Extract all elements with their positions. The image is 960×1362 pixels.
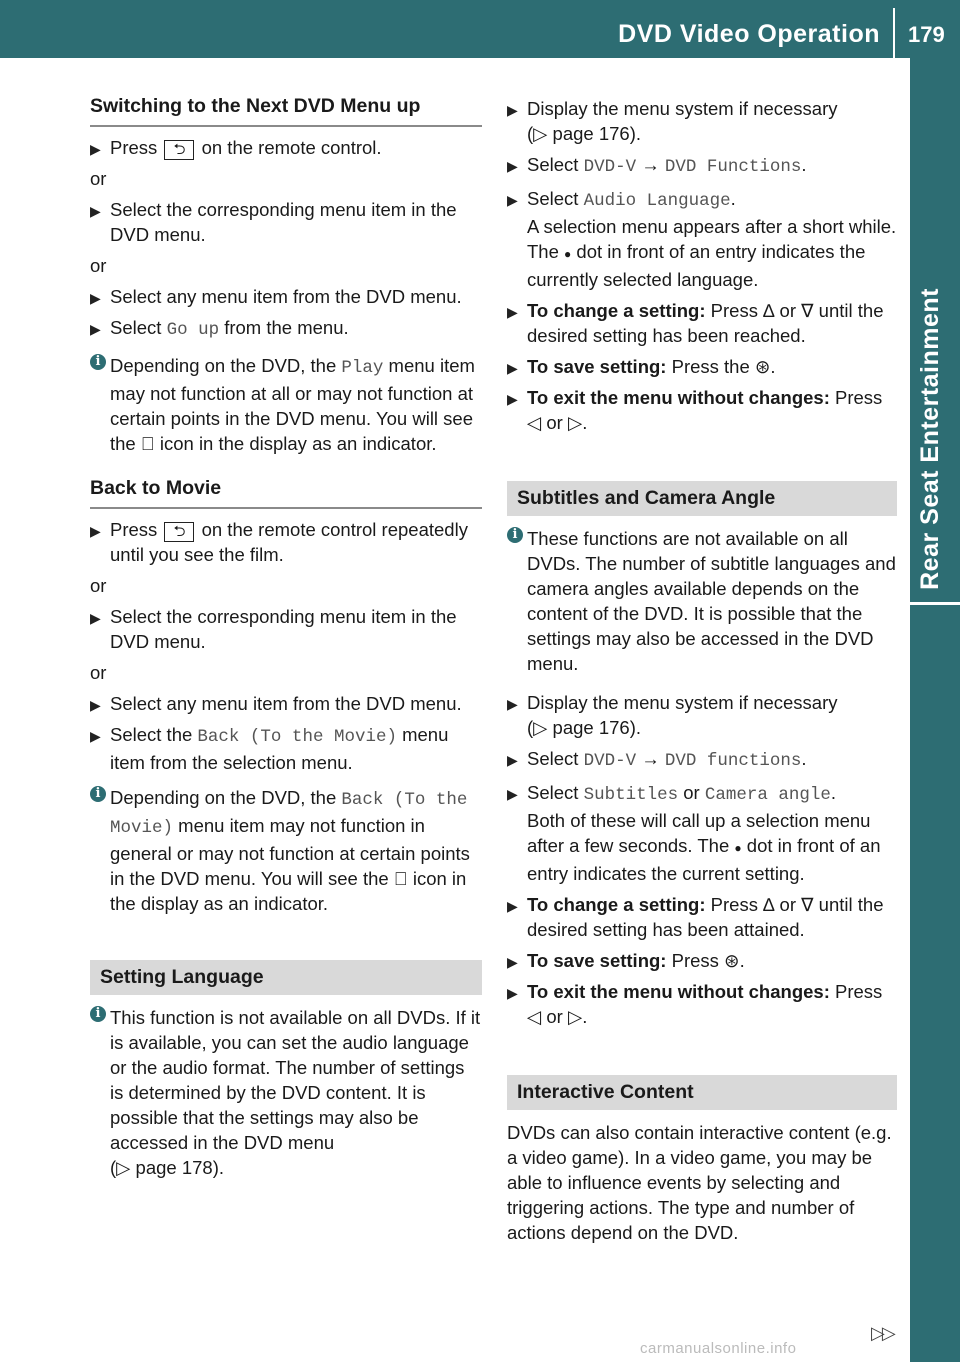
- right-column: [507, 94, 897, 1255]
- body-paragraph: DVDs can also contain interactive content (e.g. a video game). In a video game, you may be able to influence events by selecting and triggering actions. The type and number of actions depend on the DVD.: [507, 1122, 892, 1243]
- instruction-step: ▶ Select Audio Language. A selection menu appears after a short while. The ● dot in front of an entry indicates the currently selected language.: [507, 188, 897, 290]
- page-ref-icon: ▷: [533, 717, 548, 738]
- section-heading-band: Setting Language: [90, 960, 482, 995]
- step-arrow-icon: ▶: [507, 158, 518, 174]
- instruction-step: ▶ To change a setting: Press ∆ or ∇ until the desired setting has been attained.: [507, 894, 884, 940]
- info-icon: i: [90, 354, 106, 370]
- step-arrow-icon: ▶: [507, 391, 518, 407]
- step-arrow-icon: ▶: [90, 141, 101, 157]
- step-arrow-icon: ▶: [507, 360, 518, 376]
- section-heading-band: Subtitles and Camera Angle: [507, 481, 897, 516]
- down-icon: ∇: [801, 300, 814, 321]
- instruction-step: ▶ Select any menu item from the DVD menu.: [90, 691, 482, 716]
- instruction-step: ▶ Select the corresponding menu item in the DVD menu.: [90, 199, 457, 245]
- instruction-step: ▶ To change a setting: Press ∆ or ∇ until the desired setting has been reached.: [507, 300, 884, 346]
- sidebar-tab-lower: [910, 605, 960, 1362]
- or-label: or: [90, 575, 107, 596]
- ok-key-icon: ⊛: [754, 356, 771, 377]
- instruction-step: ▶ Select DVD-V → DVD functions.: [507, 748, 807, 771]
- down-icon: ∇: [801, 894, 814, 915]
- step-arrow-icon: ▶: [507, 985, 518, 1001]
- info-note: i These functions are not available on all DVDs. The number of subtitle languages and camera angles available depends on the content of the DVD. It is possible that the settings may also be accessed in the DVD menu.: [507, 526, 897, 676]
- step-arrow-icon: ▶: [90, 203, 101, 219]
- or-label: or: [90, 255, 107, 276]
- header-bar: [0, 0, 960, 58]
- up-icon: ∆: [763, 894, 775, 915]
- instruction-step: ▶ Select Go up from the menu.: [90, 317, 349, 340]
- section-heading: Back to Movie: [90, 476, 482, 509]
- section-heading: Switching to the Next DVD Menu up: [90, 94, 482, 127]
- chapter-title: DVD Video Operation: [618, 20, 880, 48]
- info-icon: i: [90, 786, 106, 802]
- page-ref-icon: ▷: [116, 1157, 131, 1178]
- next-page-icon: ▷▷: [871, 1323, 893, 1343]
- step-arrow-icon: ▶: [90, 610, 101, 626]
- step-arrow-icon: ▶: [90, 321, 101, 337]
- step-arrow-icon: ▶: [90, 728, 101, 744]
- step-arrow-icon: ▶: [507, 752, 518, 768]
- up-icon: ∆: [763, 300, 775, 321]
- step-arrow-icon: ▶: [90, 290, 101, 306]
- or-label: or: [90, 168, 107, 189]
- instruction-step: ▶ Display the menu system if necessary (▷ page 176).: [507, 98, 838, 144]
- step-arrow-icon: ▶: [507, 696, 518, 712]
- instruction-step: ▶ Select DVD-V → DVD Functions.: [507, 154, 807, 177]
- step-arrow-icon: ▶: [90, 697, 101, 713]
- watermark: carmanualsonline.info: [640, 1340, 797, 1357]
- header-divider: [893, 8, 895, 58]
- step-arrow-icon: ▶: [507, 192, 518, 208]
- instruction-step: ▶ Select any menu item from the DVD menu.: [90, 284, 482, 309]
- step-arrow-icon: ▶: [507, 786, 518, 802]
- instruction-step: ▶ To exit the menu without changes: Press ◁ or ▷.: [507, 387, 883, 433]
- back-key-icon: ⮌: [164, 140, 194, 160]
- sidebar-label: Rear Seat Entertainment: [916, 288, 944, 590]
- right-icon: ▷: [567, 1006, 583, 1027]
- info-icon: i: [507, 527, 523, 543]
- page-number: 179: [908, 22, 945, 47]
- instruction-step: ▶ Select Subtitles or Camera angle. Both of these will call up a selection menu after a few seconds. The ● dot in front of an entry indicates the current setting.: [507, 782, 881, 884]
- info-note: i Depending on the DVD, the Back (To the Movie) menu item may not function in general or may not function at certain points in the DVD menu. You will see the icon in the display as an indicator.: [90, 785, 482, 916]
- info-note: i This function is not available on all DVDs. If it is available, you can set the audio language or the audio format. The number of settings is determined by the DVD content. It is possible that the settings may also be accessed in the DVD menu (▷ page 178).: [90, 1005, 482, 1180]
- step-arrow-icon: ▶: [507, 954, 518, 970]
- sidebar-tab: [910, 58, 960, 602]
- section-heading-band: Interactive Content: [507, 1075, 897, 1110]
- left-icon: ◁: [527, 1006, 542, 1027]
- or-label: or: [90, 662, 107, 683]
- instruction-step: ▶ Select the Back (To the Movie) menu item from the selection menu.: [90, 724, 449, 773]
- back-key-icon: ⮌: [164, 522, 194, 542]
- instruction-step: ▶ Display the menu system if necessary (▷ page 176).: [507, 692, 838, 738]
- ok-key-icon: ⊛: [724, 950, 740, 971]
- page-ref-icon: ▷: [533, 123, 548, 144]
- step-arrow-icon: ▶: [507, 898, 518, 914]
- instruction-step: ▶ To save setting: Press the ⊛.: [507, 354, 897, 379]
- step-arrow-icon: ▶: [507, 102, 518, 118]
- left-icon: ◁: [527, 412, 542, 433]
- step-arrow-icon: ▶: [507, 304, 518, 320]
- instruction-step: ▶ Press ⮌ on the remote control repeatedly until you see the film.: [90, 519, 468, 565]
- instruction-step: ▶ To exit the menu without changes: Press ◁ or ▷.: [507, 981, 883, 1027]
- right-icon: ▷: [567, 412, 583, 433]
- instruction-step: ▶ Select the corresponding menu item in the DVD menu.: [90, 606, 457, 652]
- dot-icon: ●: [734, 841, 742, 855]
- info-icon: i: [90, 1006, 106, 1022]
- step-arrow-icon: ▶: [90, 523, 101, 539]
- instruction-step: ▶ To save setting: Press ⊛.: [507, 948, 897, 973]
- info-note: i Depending on the DVD, the Play menu item may not function at all or may not function at certain points in the DVD menu. You will see the icon in the display as an indicator.: [90, 353, 482, 456]
- dot-icon: ●: [564, 247, 572, 261]
- left-column: [90, 94, 482, 1190]
- instruction-step: ▶ Press ⮌ on the remote control.: [90, 135, 482, 160]
